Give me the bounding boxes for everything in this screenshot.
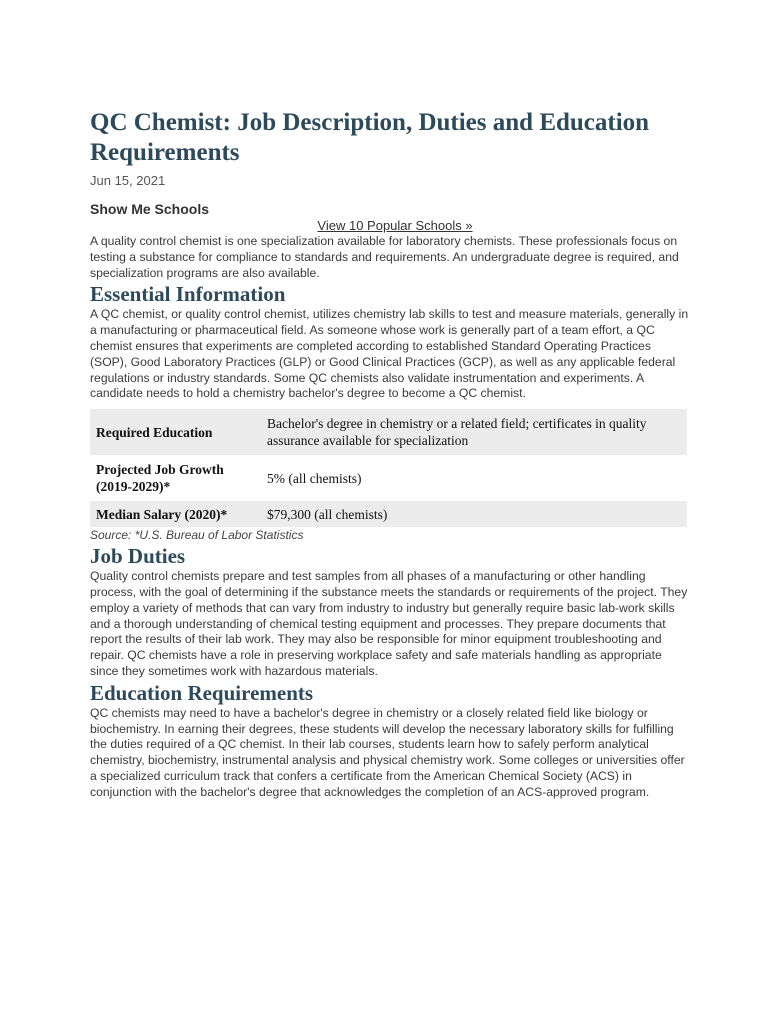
essential-information-paragraph: A QC chemist, or quality control chemist, utilizes chemistry lab skills to test and measure materials, generally in a manufacturing or pharmaceutical field. As someone whose work is generally part of a team effort, a QC chemist ensures that experiments are completed according to established Standard Operating Practices (SOP), Good Laboratory Practices (GLP) or Good Clinical Practices (GCP), as well as any applicable federal regulations or industry standards. Some QC chemists also validate instrumentation and experiments. A candidate needs to hold a chemistry bachelor's degree to become a QC chemist.	[90, 307, 689, 401]
education-requirements-heading: Education Requirements	[90, 680, 314, 705]
view-popular-schools-link[interactable]: View 10 Popular Schools »	[317, 218, 473, 233]
show-me-schools-heading: Show Me Schools	[90, 201, 210, 217]
article-title: QC Chemist: Job Description, Duties and Education Requirements	[90, 109, 650, 166]
essential-information-heading: Essential Information	[90, 282, 286, 307]
job-duties-heading: Job Duties	[90, 544, 186, 569]
job-duties-paragraph: Quality control chemists prepare and test samples from all phases of a manufacturing or other handling process, with the goal of determining if the substance meets the standards or requirements of the project. They employ a variety of methods that can vary from industry to industry but generally require basic lab-work skills and a thorough understanding of chemical testing equipment and processes. They prepare documents that report the results of their lab work. They may also be responsible for minor equipment troubleshooting and repair. QC chemists have a role in preserving workplace safety and safe materials handling as appropriate since they sometimes work with hazardous materials.	[90, 569, 688, 678]
table-source-note: Source: *U.S. Bureau of Labor Statistics	[90, 528, 304, 543]
publish-date: Jun 15, 2021	[90, 173, 166, 188]
table-value: 5% (all chemists)	[267, 470, 362, 486]
table-label: Required Education	[90, 409, 261, 455]
essential-info-table	[90, 409, 687, 527]
article	[90, 108, 690, 801]
table-row	[90, 501, 687, 527]
intro-paragraph: A quality control chemist is one specialization available for laboratory chemists. These professionals focus on testing a substance for compliance to standards and requirements. An undergraduate degree is required, and specialization programs are also available.	[90, 234, 679, 280]
table-value: Bachelor's degree in chemistry or a related field; certificates in quality assurance available for specialization	[261, 409, 687, 455]
education-requirements-paragraph: QC chemists may need to have a bachelor's degree in chemistry or a closely related field like biology or biochemistry. In earning their degrees, these students will develop the necessary laboratory skills for fulfilling the duties required of a QC chemist. In their lab courses, students learn how to safely perform analytical chemistry, biochemistry, instrumental analysis and physical chemistry work. Some colleges or universities offer a specialized curriculum track that confers a certificate from the American Chemical Society (ACS) in conjunction with the bachelor's degree that acknowledges the completion of an ACS-approved program.	[90, 705, 685, 799]
table-row	[90, 455, 687, 501]
table-label: Median Salary (2020)*	[90, 501, 261, 527]
table-row	[90, 409, 687, 455]
table-label: Projected Job Growth (2019-2029)*	[96, 462, 224, 495]
table-value: $79,300 (all chemists)	[261, 501, 687, 527]
